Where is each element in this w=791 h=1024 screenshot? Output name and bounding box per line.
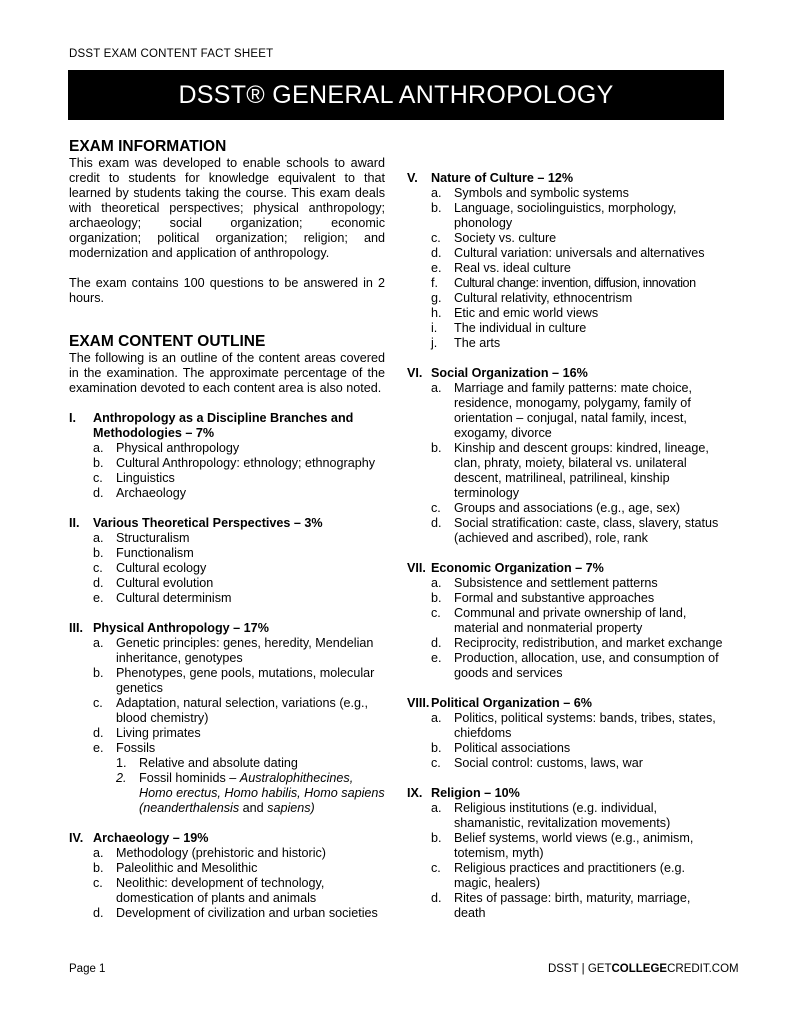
section-title: Physical Anthropology – 17% xyxy=(93,621,269,635)
list-item: c. Groups and associations (e.g., age, sex) xyxy=(431,501,681,515)
section-IV xyxy=(69,831,385,921)
list-item: d. Cultural variation: universals and alternatives xyxy=(431,246,705,260)
section-number: VII. xyxy=(407,561,426,575)
list-item: i. The individual in culture xyxy=(431,321,587,335)
list-item: g. Cultural relativity, ethnocentrism xyxy=(431,291,633,305)
section-II xyxy=(69,516,385,606)
list-item: d. Living primates xyxy=(93,726,201,740)
section-VII xyxy=(407,561,725,681)
section-number: IX. xyxy=(407,786,423,800)
list-item: c. Adaptation, natural selection, variations (e.g., blood chemistry) xyxy=(93,696,369,725)
list-item: b. Cultural Anthropology: ethnology; ethnography xyxy=(93,456,376,470)
outline-title: EXAM CONTENT OUTLINE xyxy=(69,333,266,350)
section-title: Anthropology as a Discipline Branches and Methodologies – 7% xyxy=(93,411,354,440)
section-number: V. xyxy=(407,171,418,185)
section-I xyxy=(69,411,385,501)
list-item: d. Cultural evolution xyxy=(93,576,214,590)
top-label: DSST EXAM CONTENT FACT SHEET xyxy=(69,48,274,60)
section-title: Various Theoretical Perspectives – 3% xyxy=(93,516,323,530)
section-number: VI. xyxy=(407,366,423,380)
list-item: b. Kinship and descent groups: kindred, lineage, clan, phraty, moiety, bilateral vs. unilateral descent, matrilineal, patrilineal, kinship terminology xyxy=(431,441,709,500)
exam-info-paragraph-2: The exam contains 100 questions to be answered in 2 hours. xyxy=(69,276,385,305)
section-title: Political Organization – 6% xyxy=(431,696,592,710)
section-number: III. xyxy=(69,621,83,635)
section-number: VIII. xyxy=(407,696,430,710)
list-item: c. Linguistics xyxy=(93,471,175,485)
list-item: e. Real vs. ideal culture xyxy=(431,261,571,275)
list-item: c. Social control: customs, laws, war xyxy=(431,756,643,770)
section-III xyxy=(69,621,385,816)
list-item: f. Cultural change: invention, diffusion, innovation xyxy=(431,276,696,290)
banner-title: DSST® GENERAL ANTHROPOLOGY xyxy=(68,70,724,120)
section-IX xyxy=(407,786,725,921)
list-item: a. Methodology (prehistoric and historic) xyxy=(93,846,326,860)
list-item: d. Rites of passage: birth, maturity, marriage, death xyxy=(431,891,691,920)
list-item: a. Religious institutions (e.g. individual, shamanistic, revitalization movements) xyxy=(431,801,671,830)
section-title: Social Organization – 16% xyxy=(431,366,588,380)
page-number: Page 1 xyxy=(69,963,106,975)
section-title: Nature of Culture – 12% xyxy=(431,171,574,185)
list-item: j. The arts xyxy=(431,336,501,350)
list-item: d. Social stratification: caste, class, slavery, status (achieved and ascribed), role, rank xyxy=(431,516,719,545)
list-item: e. Fossils xyxy=(93,741,156,755)
list-item: b. Language, sociolinguistics, morphology, phonology xyxy=(431,201,677,230)
list-item: a. Subsistence and settlement patterns xyxy=(431,576,658,590)
list-subitem: 2. Fossil hominids – Australophithecines, Homo erectus, Homo habilis, Homo sapiens (neanderthalensis and sapiens) xyxy=(116,771,385,815)
list-item: d. Archaeology xyxy=(93,486,187,500)
exam-info-title: EXAM INFORMATION xyxy=(69,138,227,155)
list-item: b. Functionalism xyxy=(93,546,194,560)
list-item: c. Religious practices and practitioners (e.g. magic, healers) xyxy=(431,861,685,890)
list-item: h. Etic and emic world views xyxy=(431,306,599,320)
section-title: Economic Organization – 7% xyxy=(431,561,604,575)
section-VIII xyxy=(407,696,725,771)
section-number: IV. xyxy=(69,831,84,845)
list-item: a. Marriage and family patterns: mate choice, residence, monogamy, polygamy, family of orientation – conjugal, natal family, incest, exogamy, divorce xyxy=(431,381,692,440)
right-column xyxy=(407,171,725,921)
list-item: c. Neolithic: development of technology, domestication of plants and animals xyxy=(93,876,325,905)
list-item: a. Politics, political systems: bands, tribes, states, chiefdoms xyxy=(431,711,716,740)
left-column xyxy=(69,138,385,921)
section-title: Archaeology – 19% xyxy=(93,831,209,845)
list-item: b. Phenotypes, gene pools, mutations, molecular genetics xyxy=(93,666,375,695)
list-item: a. Genetic principles: genes, heredity, Mendelian inheritance, genotypes xyxy=(93,636,374,665)
list-item: c. Society vs. culture xyxy=(431,231,557,245)
footer-brand: DSST | GETCOLLEGECREDIT.COM xyxy=(548,963,739,975)
list-subitem: 1. Relative and absolute dating xyxy=(116,756,298,770)
list-item: a. Symbols and symbolic systems xyxy=(431,186,629,200)
list-item: b. Political associations xyxy=(431,741,571,755)
list-item: b. Formal and substantive approaches xyxy=(431,591,655,605)
section-number: II. xyxy=(69,516,80,530)
section-V xyxy=(407,171,725,351)
list-item: a. Structuralism xyxy=(93,531,190,545)
list-item: b. Paleolithic and Mesolithic xyxy=(93,861,258,875)
section-VI xyxy=(407,366,725,546)
list-item: c. Communal and private ownership of land, material and nonmaterial property xyxy=(431,606,687,635)
list-item: e. Production, allocation, use, and consumption of goods and services xyxy=(431,651,719,680)
exam-info-paragraph: This exam was developed to enable schools to award credit to students for knowledge equivalent to that learned by students taking the course. This exam deals with theoretical perspectives; physical anthropology; archaeology; social organization; economic organization; political organization; religion; and modernization and application of anthropology. xyxy=(69,156,385,260)
section-title: Religion – 10% xyxy=(431,786,520,800)
list-item: e. Cultural determinism xyxy=(93,591,232,605)
list-item: d. Reciprocity, redistribution, and market exchange xyxy=(431,636,723,650)
list-item: b. Belief systems, world views (e.g., animism, totemism, myth) xyxy=(431,831,694,860)
outline-intro: The following is an outline of the content areas covered in the examination. The approximate percentage of the examination devoted to each content area is also noted. xyxy=(69,351,385,395)
list-item: a. Physical anthropology xyxy=(93,441,240,455)
list-item: c. Cultural ecology xyxy=(93,561,207,575)
section-number: I. xyxy=(69,411,76,425)
list-item: d. Development of civilization and urban societies xyxy=(93,906,378,920)
